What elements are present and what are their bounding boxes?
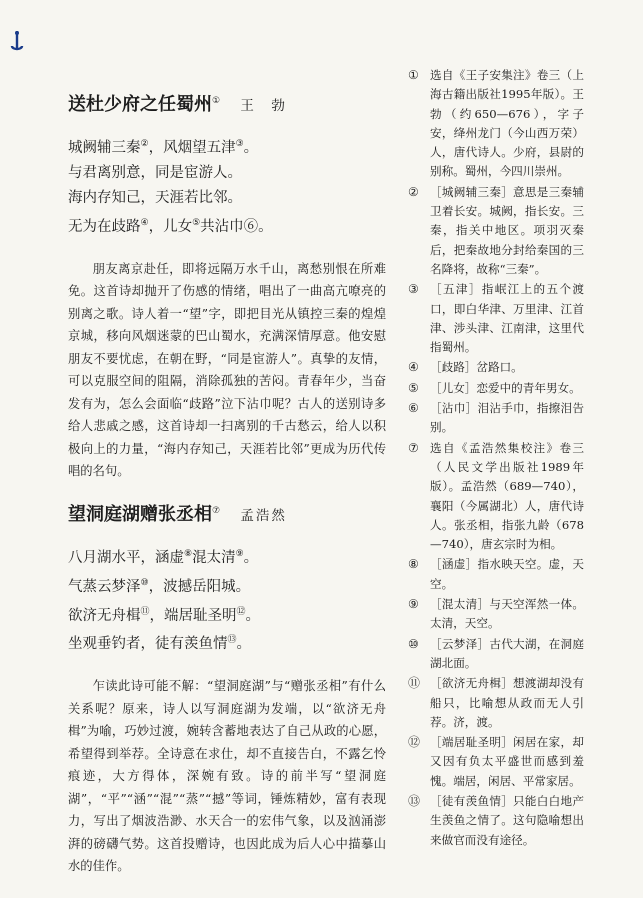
poem1-commentary: 朋友离京赴任，即将远隔万水千山，离愁别恨在所难免。这首诗却抛开了伤感的情绪，唱出了一曲高亢嘹亮的别离之歌。诗人着一“望”字，即把目光从镇控三秦的煌煌京城，移向风烟迷蒙的巴山蜀水，充满深情厚意。他安慰朋友不要忧虑，在朝在野，“同是宦游人”。真挚的友情，可以克服空间的阻隔，消除孤独的苦闷。青春年少，当奋发有为，怎么会面临“歧路”泣下沾巾呢？古人的送别诗多给人悲戚之感，这首诗却一扫离别的千古愁云，给人以积极向上的力量，“海内存知己，天涯若比邻”更成为历代传唱的名句。 [68, 261, 386, 479]
poem2-title [68, 498, 386, 529]
footnote: ⑩ ［云梦泽］古代大湖，在洞庭湖北面。 [408, 636, 584, 670]
footnote: ⑪ ［欲济无舟楫］想渡湖却没有船只，比喻想从政而无人引荐。济，渡。 [408, 676, 584, 729]
poem1-title-note: ① [212, 96, 221, 106]
poem2-title-text: 望洞庭湖赠张丞相 [68, 504, 212, 525]
poem1-line: 无为在歧路④，儿女⑤共沾巾⑥。 [68, 217, 273, 235]
footnote: ⑨ ［混太清］与天空浑然一体。太清，天空。 [408, 597, 584, 631]
poem1-title-text: 送杜少府之任蜀州 [68, 94, 212, 115]
poem2-title-note: ⑦ [212, 506, 221, 516]
poem2-section [68, 498, 386, 890]
poem2-line: 坐观垂钓者，徒有羡鱼情⑬。 [68, 635, 252, 653]
poem2-line: 八月湖水平，涵虚⑧混太清⑨。 [68, 549, 259, 566]
footnote: ① 选自《王子安集注》卷三（上海古籍出版社1995年版）。王勃（约650—676），字子安，绛州龙门（今山西万荣）人，唐代诗人。少府，县尉的别称。蜀州，今四川崇州。 [408, 68, 584, 179]
poem1-line: 城阙辅三秦②，风烟望五津③。 [68, 139, 259, 156]
poem2-line: 气蒸云梦泽⑩，波撼岳阳城。 [68, 577, 251, 595]
footnote: ⑬ ［徒有羡鱼情］只能白白地产生羡鱼之情了。这句隐喻想出来做官而没有途径。 [408, 793, 584, 847]
poem2-author: 孟浩然 [240, 508, 287, 524]
poem1-lines [68, 132, 386, 240]
footnote: ② ［城阙辅三秦］意思是三秦辅卫着长安。城阙，指长安。三秦，指关中地区。项羽灭秦后，把秦故地分封给秦国的三名降将，故称“三秦”。 [408, 184, 584, 276]
footnote: ⑦ 选自《孟浩然集校注》卷三（人民文学出版社1989年版）。孟浩然（689—740），襄阳（今属湖北）人，唐代诗人。张丞相，指张九龄（678—740），唐玄宗时为相。 [408, 440, 584, 552]
poem1-section [68, 88, 386, 495]
footnote: ⑫ ［端居耻圣明］闲居在家，却又因有负太平盛世而感到羞愧。端居，闲居、平常家居。 [408, 735, 584, 788]
poem2-commentary: 乍读此诗可能不解：“望洞庭湖”与“赠张丞相”有什么关系呢？原来，诗人以写洞庭湖为发端，以“欲济无舟楫”为喻，巧妙过渡，婉转含蓄地表达了自己从政的心愿，希望得到举荐。全诗意在求仕，却不直接告白，不露乞怜痕迹，大方得体，深婉有致。诗的前半写“望洞庭湖”，“平”“涵”“混”“蒸”“撼”等词，锤炼精妙，富有表现力，写出了烟波浩渺、水天合一的宏伟气象，以及汹涌澎湃的磅礴气势。这首投赠诗，也因此成为后人心中描摹山水的佳作。 [68, 679, 386, 874]
poem2-line: 欲济无舟楫⑪，端居耻圣明⑫。 [68, 606, 261, 624]
footnote: ⑧ ［涵虚］指水映天空。虚，天空。 [408, 557, 584, 591]
footnote: ⑤ ［儿女］恋爱中的青年男女。 [408, 380, 581, 395]
poem1-author: 王 勃 [240, 98, 287, 114]
footnote: ③ ［五津］指岷江上的五个渡口，即白华津、万里津、江首津、涉头津、江南津，这里代指蜀州。 [408, 282, 584, 355]
poem1-line: 海内存知己，天涯若比邻。 [68, 189, 242, 206]
poem2-lines [68, 542, 386, 657]
footnote: ⑥ ［沾巾］泪沾手巾，指擦泪告别。 [408, 401, 584, 435]
poem1-title [68, 88, 386, 119]
footnotes-column [408, 66, 584, 851]
footnote: ④ ［歧路］岔路口。 [408, 360, 523, 375]
poem1-line: 与君离别意，同是宦游人。 [68, 164, 242, 181]
bookmark-icon [10, 30, 24, 52]
